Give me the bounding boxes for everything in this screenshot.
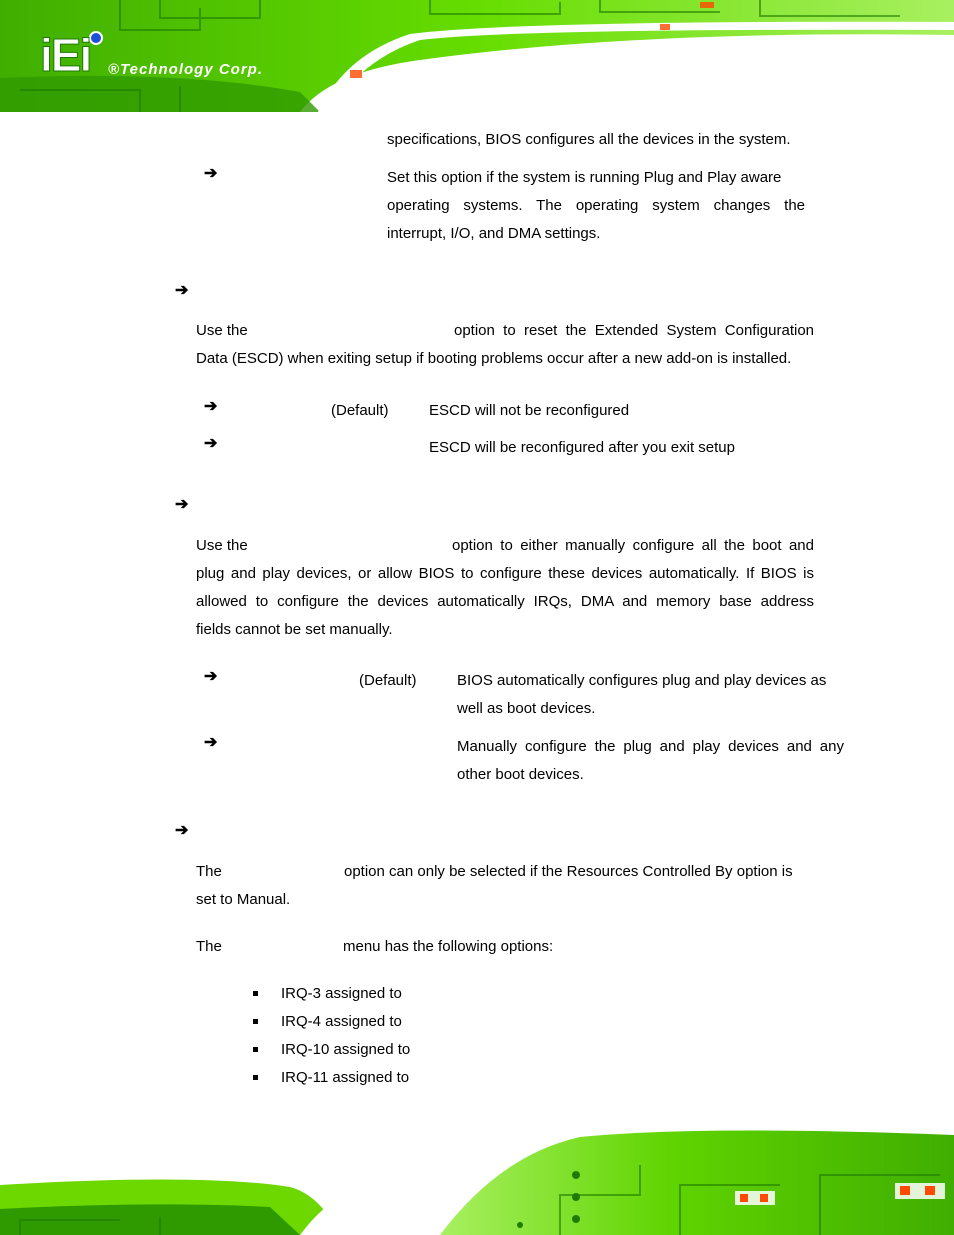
- para-line: plug and play devices, or allow BIOS to configure these devices automatically. If BIOS is: [196, 565, 814, 582]
- right-arrow-icon: ➔: [175, 496, 189, 513]
- right-arrow-icon: ➔: [175, 282, 189, 299]
- para-mid: option to either manually configure all the boot and: [452, 537, 814, 554]
- para-line: allowed to configure the devices automatically IRQs, DMA and memory base address: [196, 593, 814, 610]
- para-line: fields cannot be set manually.: [196, 621, 393, 638]
- para-start: The: [196, 863, 222, 880]
- option-desc: [387, 169, 805, 253]
- desc-line: operating systems. The operating system changes the: [387, 197, 805, 214]
- brand-name: ®Technology Corp.: [108, 61, 263, 78]
- list-item: IRQ-11 assigned to: [281, 1069, 410, 1086]
- pcb-footer-graphic: [0, 1125, 954, 1235]
- square-bullet-icon: [253, 991, 258, 996]
- logo: iEi: [40, 29, 91, 81]
- option-desc: other boot devices.: [457, 766, 584, 783]
- pcb-header-graphic: [0, 0, 954, 112]
- footer-banner: [0, 1125, 954, 1235]
- right-arrow-icon: ➔: [204, 734, 218, 751]
- para-start: Use the: [196, 537, 248, 554]
- square-bullet-icon: [253, 1019, 258, 1024]
- desc-line: interrupt, I/O, and DMA settings.: [387, 225, 601, 242]
- para-start: The: [196, 938, 222, 955]
- para-mid: menu has the following options:: [343, 938, 554, 955]
- option-desc: ESCD will not be reconfigured: [429, 402, 630, 419]
- right-arrow-icon: ➔: [204, 398, 218, 415]
- para-mid: option can only be selected if the Resources Controlled By option is: [344, 863, 793, 880]
- option-desc: Manually configure the plug and play devices and any: [457, 738, 844, 755]
- right-arrow-icon: ➔: [204, 165, 218, 182]
- option-desc: well as boot devices.: [457, 700, 596, 717]
- text-line: specifications, BIOS configures all the devices in the system.: [387, 131, 791, 148]
- default-tag: (Default): [359, 672, 417, 689]
- para-mid: option to reset the Extended System Configuration: [454, 322, 814, 339]
- para-start: Use the: [196, 322, 248, 339]
- square-bullet-icon: [253, 1047, 258, 1052]
- para-line: Data (ESCD) when exiting setup if booting problems occur after a new add-on is installed.: [196, 350, 792, 367]
- default-tag: (Default): [331, 402, 389, 419]
- right-arrow-icon: ➔: [175, 822, 189, 839]
- list-item: IRQ-3 assigned to: [281, 985, 402, 1002]
- option-desc: ESCD will be reconfigured after you exit setup: [429, 439, 735, 456]
- option-desc: BIOS automatically configures plug and play devices as: [457, 672, 827, 689]
- header-banner: [0, 0, 954, 112]
- para-line: set to Manual.: [196, 891, 291, 908]
- list-item: IRQ-4 assigned to: [281, 1013, 402, 1030]
- right-arrow-icon: ➔: [204, 435, 218, 452]
- square-bullet-icon: [253, 1075, 258, 1080]
- list-item: IRQ-10 assigned to: [281, 1041, 411, 1058]
- right-arrow-icon: ➔: [204, 668, 218, 685]
- desc-line: Set this option if the system is running Plug and Play aware: [387, 169, 782, 186]
- logo-dot-icon: [90, 32, 102, 44]
